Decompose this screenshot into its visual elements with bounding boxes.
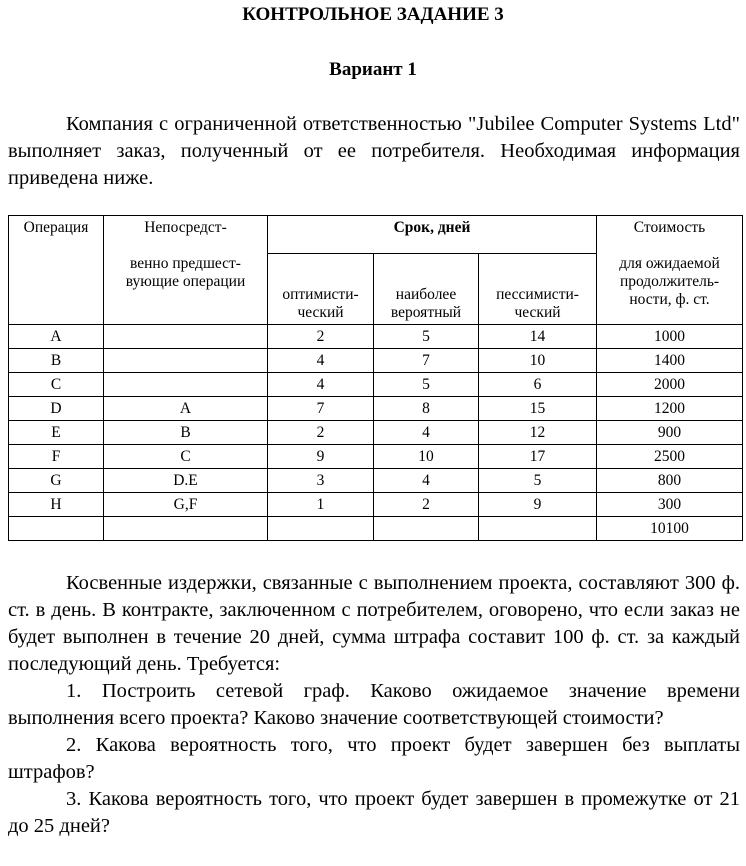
cell-opt: 3 xyxy=(268,469,374,493)
cell-pess: 10 xyxy=(479,349,597,373)
question-3: 3. Какова вероятность того, что проект будет завершен в промежутке от 21 до 25 дней? xyxy=(8,788,740,837)
page-title: КОНТРОЛЬНОЕ ЗАДАНИЕ 3 xyxy=(242,4,504,25)
cell-op: G xyxy=(9,469,104,493)
table-row xyxy=(9,373,743,397)
header-predecessors xyxy=(104,216,268,325)
header-duration: Срок, дней xyxy=(268,216,597,254)
cell-opt: 9 xyxy=(268,445,374,469)
cell-pred: C xyxy=(104,445,268,469)
cell-cost: 1000 xyxy=(597,325,743,349)
cell-likely: 10 xyxy=(374,445,479,469)
cell-opt: 4 xyxy=(268,349,374,373)
cell-opt: 7 xyxy=(268,397,374,421)
total-row xyxy=(9,517,743,541)
cell-opt: 4 xyxy=(268,373,374,397)
cell-likely: 4 xyxy=(374,469,479,493)
header-most-likely: наиболее вероятный xyxy=(374,254,479,325)
intro-paragraph: Компания с ограниченной ответственностью "Jubilee Computer Systems Ltd" выполняет заказ, полученный от ее потребителя. Необходимая информация приведена ниже. xyxy=(8,113,740,189)
body-section xyxy=(8,570,740,840)
cell-pred xyxy=(104,349,268,373)
cell-opt: 2 xyxy=(268,421,374,445)
cell-empty xyxy=(268,517,374,541)
header-pessimistic: пессимисти-ческий xyxy=(479,254,597,325)
cell-likely: 5 xyxy=(374,373,479,397)
header-cost-bottom: для ожидаемой продолжитель-ности, ф. ст. xyxy=(619,255,720,308)
variant-heading: Вариант 1 xyxy=(329,59,417,80)
cell-cost: 800 xyxy=(597,469,743,493)
cell-likely: 2 xyxy=(374,493,479,517)
cell-pred xyxy=(104,373,268,397)
header-predecessors-bottom: венно предшест-вующие операции xyxy=(125,255,246,290)
cell-cost: 300 xyxy=(597,493,743,517)
table-row xyxy=(9,349,743,373)
cell-op: H xyxy=(9,493,104,517)
cell-likely: 4 xyxy=(374,421,479,445)
total-cost: 10100 xyxy=(597,517,743,541)
question-1: 1. Построить сетевой граф. Каково ожидаемое значение времени выполнения всего проекта? Каково значение соответствующей стоимости? xyxy=(8,680,740,729)
cell-cost: 2500 xyxy=(597,445,743,469)
cell-cost: 1200 xyxy=(597,397,743,421)
header-operation: Операция xyxy=(9,216,104,325)
cell-op: D xyxy=(9,397,104,421)
cell-opt: 2 xyxy=(268,325,374,349)
cell-pred: D.E xyxy=(104,469,268,493)
cell-pred: B xyxy=(104,421,268,445)
cell-likely: 8 xyxy=(374,397,479,421)
cell-op: A xyxy=(9,325,104,349)
cell-cost: 1400 xyxy=(597,349,743,373)
cell-pess: 5 xyxy=(479,469,597,493)
cell-pess: 14 xyxy=(479,325,597,349)
cell-op: B xyxy=(9,349,104,373)
table-row xyxy=(9,397,743,421)
cell-pess: 17 xyxy=(479,445,597,469)
header-predecessors-top: Непосредст- xyxy=(144,219,227,236)
cell-pred: A xyxy=(104,397,268,421)
cell-op: F xyxy=(9,445,104,469)
cell-likely: 7 xyxy=(374,349,479,373)
header-cost xyxy=(597,216,743,325)
cell-op: C xyxy=(9,373,104,397)
cell-pess: 9 xyxy=(479,493,597,517)
project-table xyxy=(8,215,743,541)
cell-opt: 1 xyxy=(268,493,374,517)
cell-empty xyxy=(104,517,268,541)
table-row xyxy=(9,325,743,349)
cell-empty xyxy=(9,517,104,541)
table-row xyxy=(9,445,743,469)
table-row xyxy=(9,493,743,517)
table-row xyxy=(9,421,743,445)
cell-empty xyxy=(374,517,479,541)
question-2: 2. Какова вероятность того, что проект будет завершен без выплаты штрафов? xyxy=(8,734,740,783)
header-cost-top: Стоимость xyxy=(633,219,706,236)
table-row xyxy=(9,469,743,493)
cell-empty xyxy=(479,517,597,541)
cell-pess: 12 xyxy=(479,421,597,445)
cell-pess: 6 xyxy=(479,373,597,397)
cell-pess: 15 xyxy=(479,397,597,421)
cell-pred xyxy=(104,325,268,349)
header-optimistic: оптимисти-ческий xyxy=(268,254,374,325)
body-paragraph: Косвенные издержки, связанные с выполнением проекта, составляют 300 ф. ст. в день. В контракте, заключенном с потребителем, оговорено, что если заказ не будет выполнен в течение 20 дней, сумма штрафа составит 100 ф. ст. за каждый последующий день. Требуется: xyxy=(8,572,740,675)
cell-op: E xyxy=(9,421,104,445)
cell-cost: 900 xyxy=(597,421,743,445)
cell-cost: 2000 xyxy=(597,373,743,397)
cell-likely: 5 xyxy=(374,325,479,349)
cell-pred: G,F xyxy=(104,493,268,517)
